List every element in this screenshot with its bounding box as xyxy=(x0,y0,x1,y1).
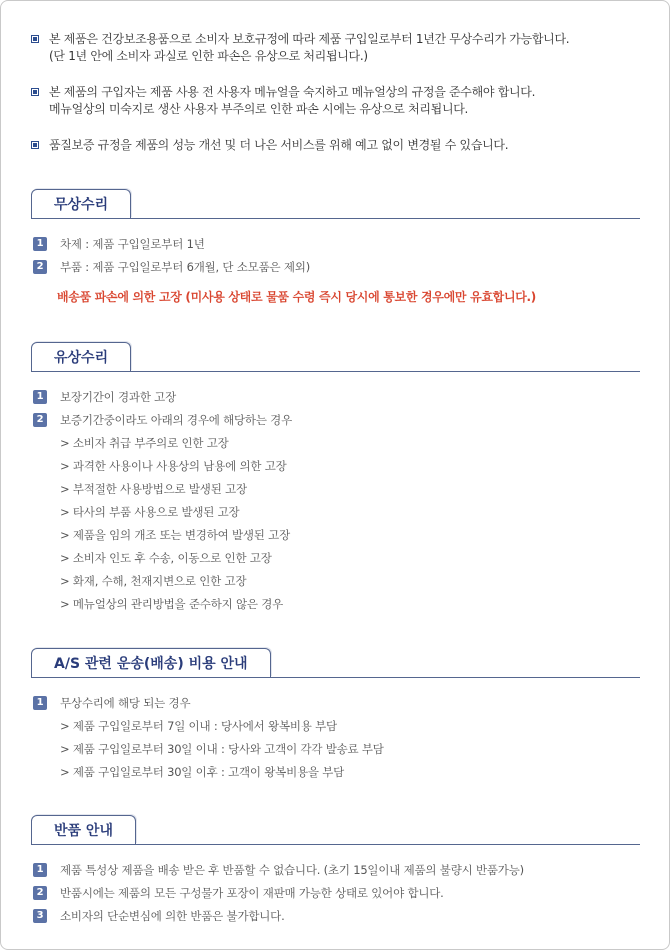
section-title: 유상수리 xyxy=(31,342,131,371)
number-badge: 2 xyxy=(33,886,47,900)
number-badge: 1 xyxy=(33,696,47,710)
notice-line: 품질보증 규정을 제품의 성능 개선 및 더 나은 서비스를 위해 예고 없이 변경될 수 있습니다. xyxy=(49,138,509,152)
list-item-text: 차제 : 제품 구입일로부터 1년 xyxy=(60,237,205,251)
section-title: 무상수리 xyxy=(31,189,131,218)
returns-section xyxy=(31,815,640,928)
section-header xyxy=(31,815,640,845)
intro-notices xyxy=(31,31,651,173)
intro-notice xyxy=(31,84,651,118)
numbered-list xyxy=(31,386,640,616)
notice-line: 메뉴얼상의 미숙지로 생산 사용자 부주의로 인한 파손 시에는 유상으로 처리됩니다. xyxy=(49,102,469,116)
notice-line: 본 제품은 건강보조용품으로 소비자 보호규정에 따라 제품 구입일로부터 1년간 무상수리가 가능합니다. xyxy=(49,32,570,46)
sub-list-item: > 과격한 사용이나 사용상의 남용에 의한 고장 xyxy=(60,459,287,473)
section-header xyxy=(31,648,640,678)
list-item xyxy=(31,859,640,882)
sub-list-item: > 제품 구입일로부터 30일 이후 : 고객이 왕복비용을 부담 xyxy=(60,765,345,779)
list-item xyxy=(31,386,640,409)
list-item-text: 부품 : 제품 구입일로부터 6개월, 단 소모품은 제외) xyxy=(60,260,310,274)
sub-list-item: > 제품을 임의 개조 또는 변경하여 발생된 고장 xyxy=(60,528,290,542)
number-badge: 2 xyxy=(33,413,47,427)
sub-list-item: > 화재, 수해, 천재지변으로 인한 고장 xyxy=(60,574,247,588)
warning-text: 배송품 파손에 의한 고장 (미사용 상태로 물품 수령 즉시 당시에 통보한 경우에만 유효합니다.) xyxy=(57,290,536,304)
intro-notice xyxy=(31,137,651,154)
list-item xyxy=(31,882,640,905)
square-bullet-icon xyxy=(31,88,39,96)
divider xyxy=(31,844,640,845)
divider xyxy=(31,371,640,372)
number-badge: 1 xyxy=(33,390,47,404)
list-item-text: 반품시에는 제품의 모든 구성물가 포장이 재판매 가능한 상태로 있어야 합니다. xyxy=(60,886,444,900)
number-badge: 1 xyxy=(33,237,47,251)
sub-list-item: > 메뉴얼상의 관리방법을 준수하지 않은 경우 xyxy=(60,597,284,611)
list-item-text: 무상수리에 해당 되는 경우 xyxy=(60,696,191,710)
list-item-text: 소비자의 단순변심에 의한 반품은 불가합니다. xyxy=(60,909,285,923)
intro-notice xyxy=(31,31,651,65)
section-title: 반품 안내 xyxy=(31,815,136,844)
square-bullet-icon xyxy=(31,141,39,149)
number-badge: 2 xyxy=(33,260,47,274)
numbered-list xyxy=(31,859,640,928)
section-title: A/S 관련 운송(배송) 비용 안내 xyxy=(31,648,271,677)
notice-line: 본 제품의 구입자는 제품 사용 전 사용자 메뉴얼을 숙지하고 메뉴얼상의 규정을 준수해야 합니다. xyxy=(49,85,536,99)
sub-list-item: > 소비자 취급 부주의로 인한 고장 xyxy=(60,436,229,450)
section-header xyxy=(31,342,640,372)
list-item-text: 제품 특성상 제품을 배송 받은 후 반품할 수 없습니다. (초기 15일이내 제품의 불량시 반품가능) xyxy=(60,863,524,877)
notice-line: (단 1년 안에 소비자 과실로 인한 파손은 유상으로 처리됩니다.) xyxy=(49,49,368,63)
list-item xyxy=(31,409,640,432)
number-badge: 1 xyxy=(33,863,47,877)
numbered-list xyxy=(31,233,640,279)
sub-list-item: > 타사의 부품 사용으로 발생된 고장 xyxy=(60,505,240,519)
square-bullet-icon xyxy=(31,35,39,43)
list-item xyxy=(31,256,640,279)
number-badge: 3 xyxy=(33,909,47,923)
list-item xyxy=(31,692,640,715)
paid-repair-section xyxy=(31,342,640,616)
divider xyxy=(31,218,640,219)
sub-list-item: > 부적절한 사용방법으로 발생된 고장 xyxy=(60,482,247,496)
free-repair-section xyxy=(31,189,640,305)
section-header xyxy=(31,189,640,219)
sub-list-item: > 제품 구입일로부터 7일 이내 : 당사에서 왕복비용 부담 xyxy=(60,719,337,733)
sub-list-item: > 소비자 인도 후 수송, 이동으로 인한 고장 xyxy=(60,551,272,565)
list-item xyxy=(31,233,640,256)
list-item-text: 보장기간이 경과한 고장 xyxy=(60,390,176,404)
numbered-list xyxy=(31,692,640,784)
sub-list-item: > 제품 구입일로부터 30일 이내 : 당사와 고객이 각각 발송료 부담 xyxy=(60,742,384,756)
list-item-text: 보증기간중이라도 아래의 경우에 해당하는 경우 xyxy=(60,413,292,427)
list-item xyxy=(31,905,640,928)
shipping-cost-section xyxy=(31,648,640,784)
